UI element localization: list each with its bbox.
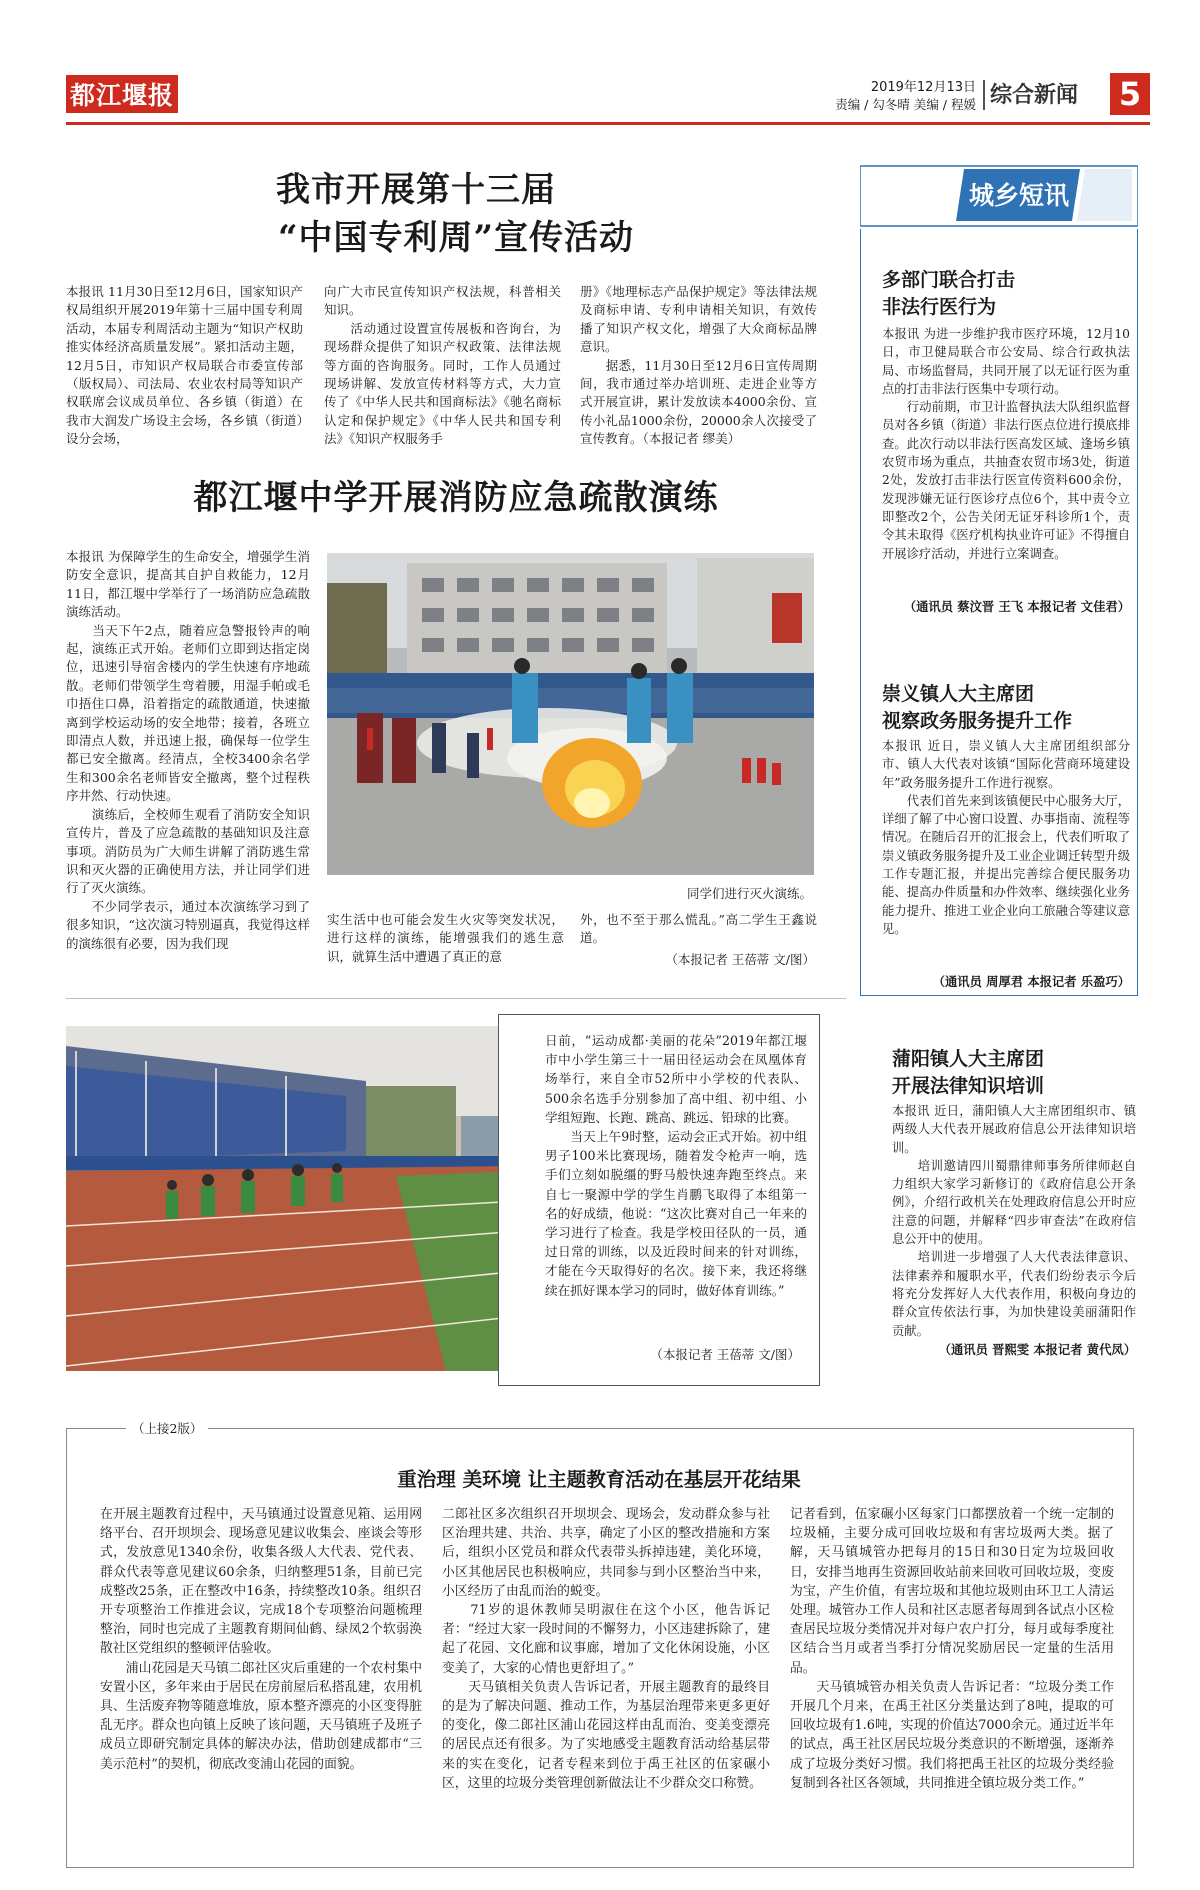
sidebar-news2-title-line2: 视察政务服务提升工作 bbox=[882, 710, 1073, 732]
sidebar-news1-title-line1: 多部门联合打击 bbox=[882, 269, 1016, 291]
sidebar-news3-title-line1: 蒲阳镇人大主席团 bbox=[892, 1048, 1045, 1070]
article2-credit: （本报记者 王蓓蒂 文/图） bbox=[665, 952, 815, 967]
article1-title-line2: “中国专利周”宣传活动 bbox=[277, 218, 635, 258]
divider bbox=[66, 998, 846, 999]
article2-column-2: 实生活中也可能会发生火灾等突发状况，进行这样的演练，能增强我们的逃生意识，就算生活中遭遇了真正的意 bbox=[327, 912, 564, 964]
article3-credit: （本报记者 王蓓蒂 文/图） bbox=[650, 1347, 800, 1362]
sidebar-news1-title-line2: 非法行医行为 bbox=[882, 296, 997, 318]
article2-column-1: 本报讯 为保障学生的生命安全，增强学生消防安全意识，提高其自护自救能力，12月11日，都江堰中学举行了一场消防应急疏散演练活动。 当天下午2点，随着应急警报铃声的响起，演练正式开始。老师们立即到达指定岗位，迅速引导宿舍楼内的学生快速有序地疏散。老师们带领学生弯着腰，用湿手帕或毛巾捂住口鼻，沿着指定的疏散通道，快速撤离到学校运动场的安全地带；接着，各班立即清点人数，并迅速上报，确保每一位学生都已安全撤离。经清点，全校3400余名学生和300余名老师皆安全撤离，整个过程秩序井然、行动快速。 演练后，全校师生观看了消防安全知识宣传片，普及了应急疏散的基础知识及注意事项。消防员为广大师生讲解了消防逃生常识和灭火器的正确使用方法，并让同学们进行了灭火演练。 不少同学表示，通过本次演练学习到了很多知识，“这次演习特别逼真，我觉得这样的演练很有必要，因为我们现 bbox=[66, 549, 310, 951]
sidebar-news1-text: 本报讯 为进一步维护我市医疗环境，12月10日，市卫健局联合市公安局、综合行政执法局、市场监督局，共同开展了以无证行医为重点的打击非法行医集中专项行动。 行动前期，市卫计监督执法大队组织监督员对各乡镇（街道）非法行医点位进行摸底排查。此次行动以非法行医高发区域、逢场乡镇农贸市场为重点，共抽查农贸市场3处，街道2处，发放打击非法行医宣传资料600余份，发现涉嫌无证行医诊疗点位6个，其中责令立即整改2个，公告关闭无证牙科诊所1个，责令其未取得《医疗机构执业许可证》不得擅自开展诊疗活动，并进行立案调查。 bbox=[882, 327, 1130, 561]
article1-column-2: 向广大市民宣传知识产权法规，科普相关知识。 活动通过设置宣传展板和咨询台，为现场群众提供了知识产权政策、法律法规等方面的咨询服务。同时，工作人员通过现场讲解、发放宣传材料等方式，大力宣传了《中华人民共和国商标法》《驰名商标认定和保护规定》《中华人民共和国专利法》《知识产权服务手 bbox=[324, 284, 561, 447]
bottom-article-column-3: 记者看到，伍家碾小区每家门口都摆放着一个统一定制的垃圾桶，主要分成可回收垃圾和有害垃圾两大类。据了解，天马镇城管办把每月的15日和30日定为垃圾回收日，安排当地再生资源回收站前来回收可回收垃圾，变废为宝，产生价值，有害垃圾和其他垃圾则由环卫工人清运处理。城管办工作人员和社区志愿者每周到各试点小区检查居民垃圾分类情况并对每户农户打分，每月或每季度社区结合当月或者当季打分情况奖励居民一定量的生活用品。 天马镇城管办相关负责人告诉记者：“垃圾分类工作开展几个月来，在禹王社区分类量达到了8吨，提取的可回收垃圾有1.6吨，实现的价值达7000余元。通过近半年的试点，禹王社区居民垃圾分类意识的不断增强，逐渐养成了垃圾分类好习惯。我们将把禹王社区的垃圾分类经验复制到各社区各领域，共同推进全镇垃圾分类工作。” bbox=[790, 1507, 1114, 1791]
newspaper-logo: 都江堰报 bbox=[66, 75, 178, 113]
sports-meet-photo bbox=[66, 1026, 521, 1371]
sidebar-news2-title-line1: 崇义镇人大主席团 bbox=[882, 683, 1035, 705]
fire-drill-caption: 同学们进行灭火演练。 bbox=[686, 886, 812, 901]
continued-from-page-2: （上接2版） bbox=[126, 1419, 208, 1437]
masthead-rule bbox=[66, 122, 1150, 125]
article3-text: 日前，“运动成都·美丽的花朵”2019年都江堰市中小学生第三十一届田径运动会在凤凰体育场举行，来自全市52所中小学校的代表队、500余名选手分别参加了高中组、初中组、小学组短跑、长跑、跳高、跳远、铅球的比赛。 当天上午9时整，运动会正式开始。初中组男子100米比赛现场，随着发令枪声一响，选手们立刻如脱缰的野马般快速奔跑至终点。来自七一聚源中学的学生肖鹏飞取得了本组第一名的好成绩，他说：“这次比赛对自己一年来的学习进行了检查。我是学校田径队的一员，通过日常的训练，以及近段时间来的针对训练，才能在今天取得好的名次。接下来，我还将继续在抓好课本学习的同时，做好体育训练。” bbox=[545, 1033, 807, 1298]
section-name: 综合新闻 bbox=[990, 83, 1079, 108]
article1-column-3: 册》《地理标志产品保护规定》等法律法规及商标申请、专利申请相关知识，有效传播了知识产权文化，增强了大众商标品牌意识。 据悉，11月30日至12月6日宣传周期间，我市通过举办培训班、走进企业等方式开展宣讲，累计发放读本4000余份、宣传小礼品1000余份，20000余人次接受了宣传教育。（本报记者 缪美） bbox=[580, 284, 817, 447]
article1-title bbox=[66, 166, 846, 262]
article1-title-line1: 我市开展第十三届 bbox=[276, 170, 556, 210]
sidebar-news3-title bbox=[892, 1046, 1132, 1100]
bottom-article-column-1: 在开展主题教育过程中，天马镇通过设置意见箱、运用网络平台、召开坝坝会、现场意见建议收集会、座谈会等形式，发放意见1340余份，收集各级人大代表、党代表、群众代表等意见建议60余条，归纳整理51条，目前已完成整改25条，正在整改中16条，持续整改10条。组织召开专项整治工作推进会议，完成18个专项整治问题梳理整治，同时也完成了主题教育期间仙鹤、绿凤2个软弱涣散社区党组织的整顿评估验收。 浦山花园是天马镇二郎社区灾后重建的一个农村集中安置小区，多年来由于居民在房前屋后私搭乱建，农用机具、生活废弃物等随意堆放，原本整齐漂亮的小区变得脏乱无序。群众也向镇上反映了该问题，天马镇班子及班子成员立即研究制定具体的解决办法，借助创建成都市“三美示范村”的契机，彻底改变浦山花园的面貌。 bbox=[100, 1507, 422, 1772]
sidebar-news3-credit: （通讯员 晋熙雯 本报记者 黄代凤） bbox=[938, 1342, 1136, 1357]
article1-column-1: 本报讯 11月30日至12月6日，国家知识产权局组织开展2019年第十三届中国专利周活动，本届专利周活动主题为“知识产权助推实体经济高质量发展”。紧扣活动主题，12月5日，市知识产权局联合市委宣传部（版权局）、司法局、农业农村局等知识产权联席会议成员单位、各乡镇（街道）在我市大润发广场设主会场，各乡镇（街道）设分会场， bbox=[66, 284, 303, 447]
sidebar-news3-title-line2: 开展法律知识培训 bbox=[892, 1075, 1045, 1097]
sidebar-news2-credit: （通讯员 周厚君 本报记者 乐盈巧） bbox=[932, 974, 1130, 989]
bottom-article-title: 重治理 美环境 让主题教育活动在基层开花结果 bbox=[397, 1468, 801, 1491]
sidebar-banner bbox=[860, 163, 1138, 229]
article2-column-3: 外，也不至于那么慌乱。”高二学生王鑫说道。 bbox=[580, 912, 817, 946]
page-number: 5 bbox=[1110, 73, 1150, 115]
masthead-divider bbox=[983, 80, 985, 110]
sidebar-news1-title bbox=[882, 267, 1122, 321]
sidebar-news3-text: 本报讯 近日，蒲阳镇人大主席团组织市、镇两级人大代表开展政府信息公开法律知识培训。 培训邀请四川蜀鼎律师事务所律师赵自力组织大家学习新修订的《政府信息公开条例》，介绍行政机关在处理政府信息公开时应注意的问题，并解释“四步审查法”在政府信息公开中的使用。 培训进一步增强了人大代表法律意识、法律素养和履职水平，代表们纷纷表示今后将充分发挥好人大代表作用，积极向身边的群众宣传依法行事，为加快建设美丽蒲阳作贡献。 bbox=[892, 1104, 1136, 1338]
issue-date: 2019年12月13日 bbox=[870, 80, 976, 95]
article2-title: 都江堰中学开展消防应急疏散演练 bbox=[193, 478, 719, 518]
editors-credit: 责编 / 勾冬晴 美编 / 程媛 bbox=[835, 97, 976, 112]
sidebar-news2-title bbox=[882, 681, 1130, 735]
sidebar-banner-label: 城乡短讯 bbox=[968, 181, 1069, 210]
sidebar-news2-text: 本报讯 近日，崇义镇人大主席团组织部分市、镇人大代表对该镇“国际化营商环境建设年”政务服务提升工作进行视察。 代表们首先来到该镇便民中心服务大厅，详细了解了中心窗口设置、办事指南、流程等情况。在随后召开的汇报会上，代表们听取了崇义镇政务服务提升及工业企业调迁转型升级工作专题汇报，并提出完善综合便民服务功能、提高办件质量和办件效率、继续强化业务能力提升、推进工业企业向工旅融合等建议意见。 bbox=[882, 739, 1130, 936]
fire-drill-photo bbox=[327, 553, 814, 875]
bottom-article-column-2: 二郎社区多次组织召开坝坝会、现场会，发动群众参与社区治理共建、共治、共享，确定了小区的整改措施和方案后，组织小区党员和群众代表带头拆掉违建，美化环境，小区其他居民也积极响应，共同参与到小区整治当中来，小区经历了由乱而治的蜕变。 71岁的退休教师吴明淑住在这个小区，他告诉记者：“经过大家一段时间的不懈努力，小区违建拆除了，建起了花园、文化廊和议事廊，增加了文化休闲设施，小区变美了，大家的心情也更舒坦了。” 天马镇相关负责人告诉记者，开展主题教育的最终目的是为了解决问题、推动工作，为基层治理带来更多更好的变化，像二郎社区浦山花园这样由乱而治、变美变漂亮的居民点还有很多。为了实地感受主题教育活动给基层带来的实在变化，记者专程来到位于禹王社区的伍家碾小区，这里的垃圾分类管理创新做法让不少群众交口称赞。 bbox=[442, 1507, 770, 1791]
sidebar-news1-credit: （通讯员 蔡汶晋 王飞 本报记者 文佳君） bbox=[903, 599, 1130, 614]
